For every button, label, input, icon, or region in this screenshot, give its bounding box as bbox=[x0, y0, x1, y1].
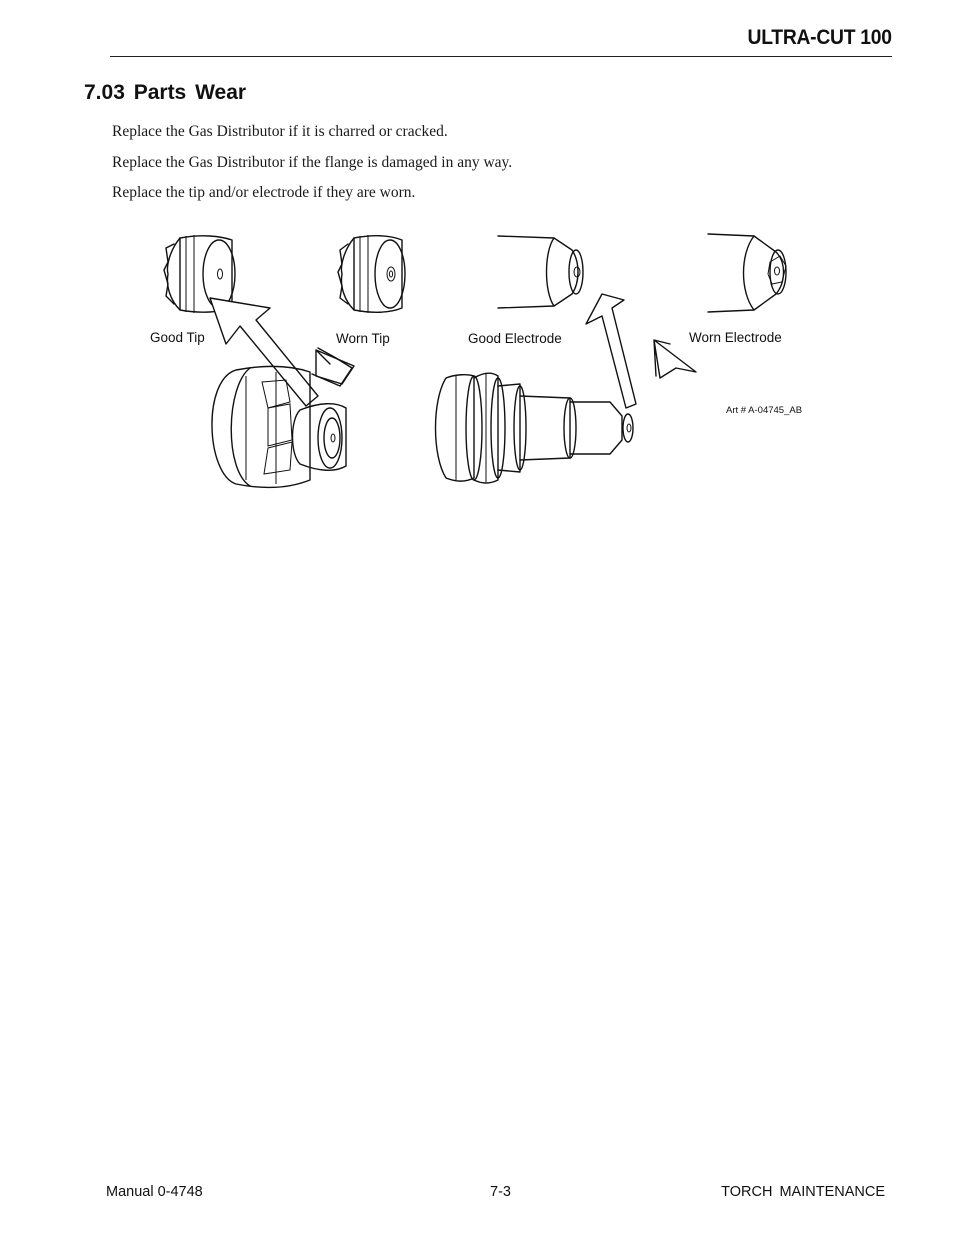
footer-section-name: TORCH MAINTENANCE bbox=[721, 1184, 885, 1200]
good-electrode-drawing bbox=[498, 236, 583, 308]
arrow-to-good-electrode bbox=[586, 294, 636, 408]
label-worn-tip: Worn Tip bbox=[336, 331, 390, 346]
label-good-electrode: Good Electrode bbox=[468, 331, 562, 346]
header-rule bbox=[110, 56, 892, 57]
electrode-assembly-drawing bbox=[436, 373, 634, 483]
art-number: Art # A-04745_AB bbox=[726, 405, 803, 416]
paragraph-gas-distributor-charred: Replace the Gas Distributor if it is charred or cracked. bbox=[112, 123, 448, 140]
worn-tip-drawing bbox=[338, 235, 405, 313]
paragraph-gas-distributor-flange: Replace the Gas Distributor if the flange is damaged in any way. bbox=[112, 154, 513, 171]
arrow-to-worn-tip bbox=[312, 348, 354, 386]
paragraph-tip-electrode-worn: Replace the tip and/or electrode if they are worn. bbox=[112, 184, 416, 201]
label-good-tip: Good Tip bbox=[150, 330, 205, 345]
torch-head-drawing bbox=[212, 366, 346, 487]
arrow-to-worn-electrode bbox=[654, 340, 696, 378]
product-title: ULTRA-CUT 100 bbox=[747, 26, 892, 49]
footer-page-number: 7-3 bbox=[490, 1184, 511, 1200]
label-worn-electrode: Worn Electrode bbox=[689, 330, 782, 345]
worn-electrode-drawing bbox=[708, 234, 786, 312]
parts-wear-figure bbox=[140, 226, 820, 496]
footer-manual-number: Manual 0-4748 bbox=[106, 1184, 203, 1200]
parts-wear-illustration bbox=[140, 226, 820, 496]
section-heading: 7.03 Parts Wear bbox=[84, 81, 247, 104]
